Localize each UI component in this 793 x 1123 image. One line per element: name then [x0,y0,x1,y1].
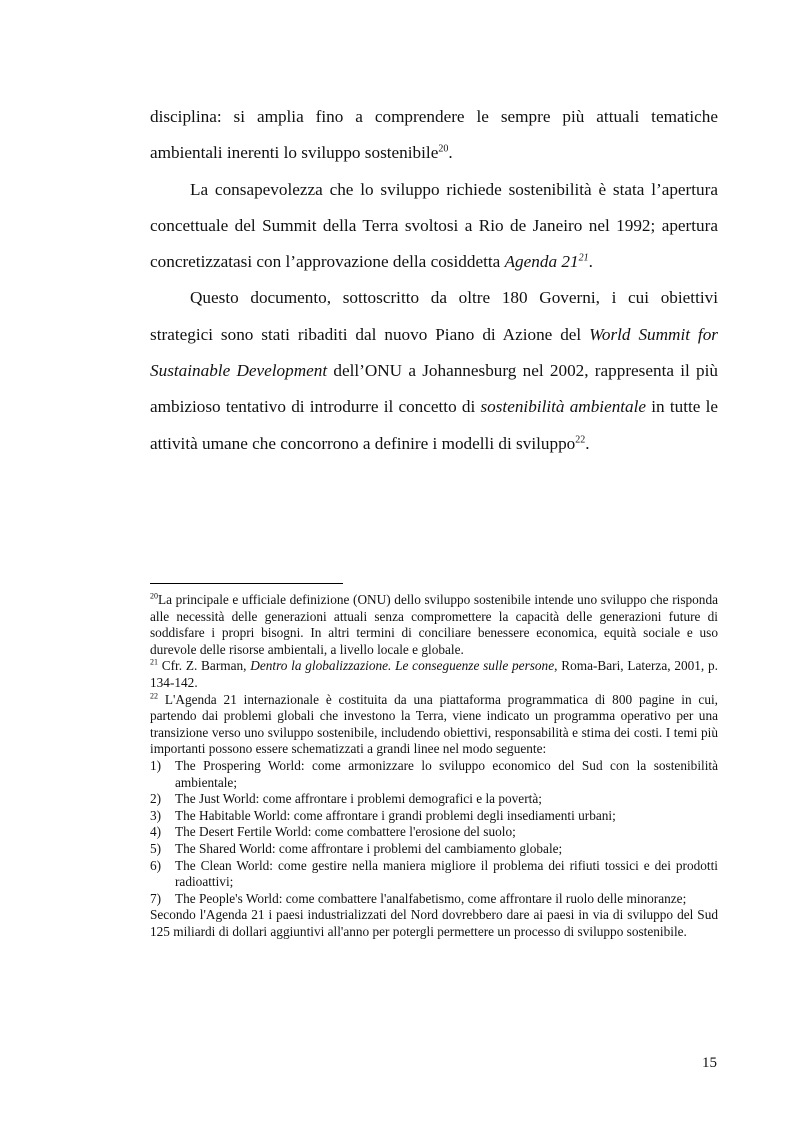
footnote-ref-20[interactable]: 20 [438,143,449,155]
footnote-22-closing: Secondo l'Agenda 21 i paesi industrializzati del Nord dovrebbero dare ai paesi in via di sviluppo del Sud 125 miliardi di dollari aggiuntivi all'anno per potergli permettere un processo di sviluppo sostenibile. [150,907,718,939]
footnote-21-pre: Cfr. Z. Barman, [158,658,251,674]
footnote-21-mark: 21 [150,657,158,667]
paragraph-3-text-b: dell’ONU a Johannesburg nel 2002, rappresenta il più ambizioso tentativo di introdurre il concetto di [150,361,718,417]
paragraph-1-end: . [448,143,453,163]
list-item [150,791,718,808]
footnote-20-mark: 20 [150,591,158,601]
footnote-22 [150,692,718,758]
list-item-text: The Desert Fertile World: come combattere l'erosione del suolo; [175,824,516,840]
paragraph-1-text: disciplina: si amplia fino a comprendere le sempre più attuali tematiche ambientali inerenti lo sviluppo sostenibile [150,107,718,163]
list-item-text: The Shared World: come affrontare i problemi del cambiamento globale; [175,840,563,856]
list-item [150,758,718,791]
list-item [150,858,718,891]
footnote-21-post: , Roma-Bari, Laterza, 2001, p. 134-142. [150,658,718,690]
list-item [150,891,718,908]
footnote-20-text: La principale e ufficiale definizione (ONU) dello sviluppo sostenibile intende uno sviluppo che risponda alle necessità delle generazioni attuali senza compromettere la capacità delle generazioni future di soddisfare i propri bisogni. In altri termini di conciliare benessere economica, equità sociale e uso durevole delle risorse ambientali, a livello locale e globale. [150,592,718,657]
main-text [150,99,718,462]
list-item [150,808,718,825]
footnote-ref-21[interactable] [579,252,589,263]
footnote-22-mark: 22 [150,691,158,701]
footnote-separator [150,583,343,584]
list-item-number: 5) [150,840,162,856]
list-item-text: The Prospering World: come armonizzare lo sviluppo economico del Sud con la sostenibilità ambientale; [175,757,718,790]
footnote-22-text: L'Agenda 21 internazionale è costituita da una piattaforma programmatica di 800 pagine in cui, partendo dai problemi globali che investono la Terra, viene indicato un programma operativo per una transizione verso uno sviluppo sostenibile, includendo obiettivi, responsabilità e stima dei costi. I temi più importanti possono essere schematizzati a grandi linee nel modo seguente: [150,691,718,757]
paragraph-1 [150,99,718,172]
paragraph-3 [150,280,718,461]
footnote-22-list [150,758,718,907]
list-item-number: 1) [150,757,162,773]
world-summit-emphasis: World Summit for Sustainable Development [150,324,718,381]
footnote-21 [150,658,718,691]
sostenibilita-emphasis: sostenibilità ambientale [480,397,647,417]
list-item [150,824,718,841]
list-item-number: 6) [150,857,162,873]
footnote-ref-21-number: 21 [578,252,589,264]
footnotes [150,592,718,940]
footnote-21-book-title: Dentro la globalizzazione. Le conseguenze sulle persone [250,658,555,674]
list-item-number: 7) [150,890,162,906]
list-item-text: The Just World: come affrontare i problemi demografici e la povertà; [175,791,542,807]
list-item-number: 4) [150,824,162,840]
paragraph-3-text-a: Questo documento, sottoscritto da oltre 180 Governi, i cui obiettivi strategici sono stati ribaditi dal nuovo Piano di Azione del [150,288,718,344]
list-item-text: The Clean World: come gestire nella maniera migliore il problema dei rifiuti tossici e dei prodotti radioattivi; [175,857,718,890]
list-item-text: The Habitable World: come affrontare i grandi problemi degli insediamenti urbani; [175,807,616,823]
footnote-20 [150,592,718,658]
footnote-ref-22[interactable]: 22 [575,433,586,445]
paragraph-3-end: . [585,433,590,453]
page-number: 15 [702,1055,717,1071]
list-item-number: 2) [150,791,162,807]
list-item [150,841,718,858]
paragraph-2-end: . [588,252,593,272]
list-item-number: 3) [150,807,162,823]
list-item-text: The People's World: come combattere l'analfabetismo, come affrontare il ruolo delle minoranze; [175,890,687,906]
agenda-21-emphasis: Agenda 21 [504,252,579,272]
paragraph-3-text-c: in tutte le attività umane che concorrono a definire i modelli di sviluppo [150,397,718,453]
paragraph-2-text: La consapevolezza che lo sviluppo richiede sostenibilità è stata l’apertura concettuale del Summit della Terra svoltosi a Rio de Janeiro nel 1992; apertura concretizzatasi con l’approvazione della cosiddetta [150,179,718,272]
paragraph-2 [150,172,718,281]
